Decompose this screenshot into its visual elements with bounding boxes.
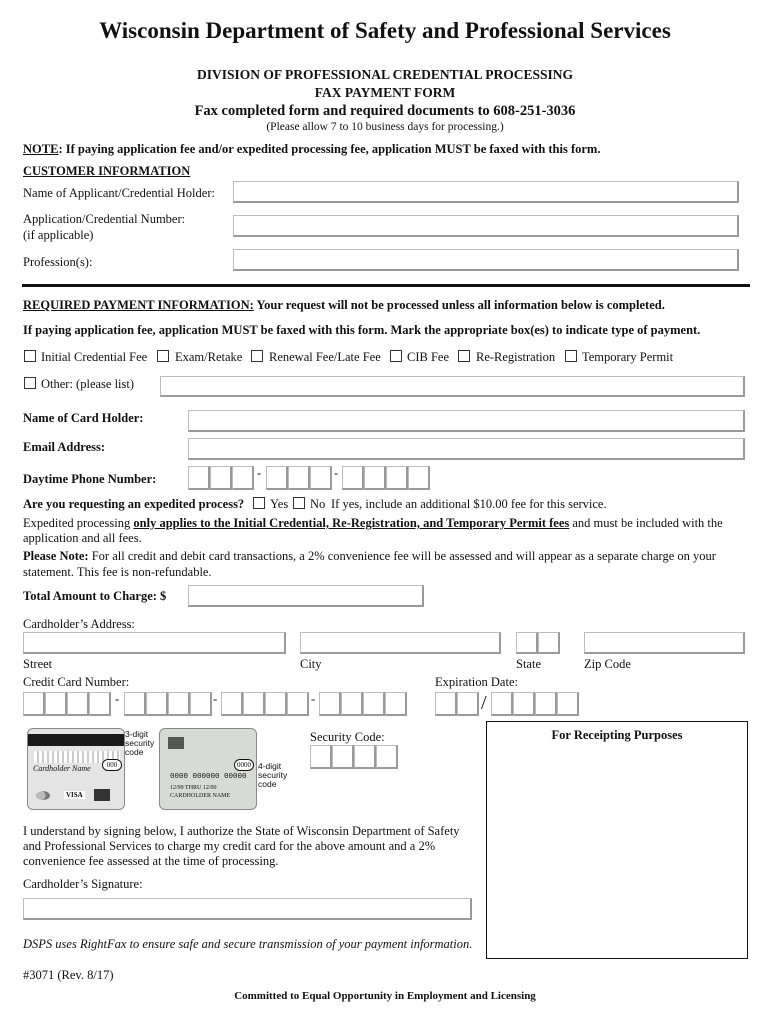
three-digit-note-line: code <box>125 747 144 757</box>
applicant-name-label: Name of Applicant/Credential Holder: <box>23 186 215 200</box>
security-digit[interactable] <box>310 745 332 769</box>
page-title: Wisconsin Department of Safety and Professional Services <box>99 18 671 43</box>
card-digit[interactable] <box>341 692 363 716</box>
authorization-line: and Professional Services to charge my credit card for the above amount and a 2% <box>23 839 436 853</box>
city-label: City <box>300 657 322 671</box>
fax-instruction: Fax completed form and required documents to 608-251-3036 <box>194 103 576 119</box>
security-digit[interactable] <box>354 745 376 769</box>
expedited-no-label: No <box>310 497 326 511</box>
form-number: #3071 (Rev. 8/17) <box>23 968 114 982</box>
street-label: Street <box>23 657 53 671</box>
card-digit[interactable] <box>243 692 265 716</box>
security-digit[interactable] <box>332 745 354 769</box>
card-front-dates: 12/99 THRU 12/00 <box>170 785 217 791</box>
street-field[interactable] <box>23 632 286 654</box>
initial-credential-checkbox[interactable] <box>24 350 36 362</box>
signature-label: Cardholder’s Signature: <box>23 877 143 891</box>
card-digit[interactable] <box>190 692 212 716</box>
profession-label: Profession(s): <box>23 255 93 269</box>
phone-digit[interactable] <box>386 466 408 490</box>
other-checkbox[interactable] <box>24 377 36 389</box>
card-digit[interactable] <box>287 692 309 716</box>
expedited-text-line <box>23 516 723 531</box>
phone-digit[interactable] <box>210 466 232 490</box>
exam-retake-checkbox[interactable] <box>157 350 169 362</box>
card-digit[interactable] <box>67 692 89 716</box>
expiration-digit[interactable] <box>491 692 513 716</box>
expedited-text-emphasis: only applies to the Initial Credential, Re-Registration, and Temporary Permit fees <box>133 516 570 530</box>
credential-number-label: Application/Credential Number: <box>23 212 186 226</box>
four-digit-note <box>258 762 287 789</box>
card-digit[interactable] <box>146 692 168 716</box>
card-digit[interactable] <box>363 692 385 716</box>
expedited-question: Are you requesting an expedited process? <box>23 497 245 511</box>
card-digit[interactable] <box>23 692 45 716</box>
email-label: Email Address: <box>23 440 106 454</box>
authorization-line: I understand by signing below, I authorize the State of Wisconsin Department of Safety <box>23 824 460 838</box>
expiration-digit[interactable] <box>535 692 557 716</box>
please-note-label: Please Note: <box>23 549 89 563</box>
phone-label: Daytime Phone Number: <box>23 472 157 486</box>
card-digit[interactable] <box>319 692 341 716</box>
card-brand-logo <box>94 789 110 801</box>
please-note-line <box>23 549 716 564</box>
four-digit-note-line: code <box>258 779 277 789</box>
phone-digit[interactable] <box>408 466 430 490</box>
phone-digit[interactable] <box>232 466 254 490</box>
form-name: FAX PAYMENT FORM <box>314 85 456 100</box>
card-digit[interactable] <box>385 692 407 716</box>
expedited-fee-note: If yes, include an additional $10.00 fee for this service. <box>331 497 607 511</box>
footer-slogan: Committed to Equal Opportunity in Employment and Licensing <box>234 990 536 1002</box>
receipting-box <box>486 721 748 959</box>
reregistration-label: Re-Registration <box>476 350 556 364</box>
security-code-label: Security Code: <box>310 730 385 744</box>
expiration-slash: / <box>481 692 487 714</box>
expiration-label: Expiration Date: <box>435 675 518 689</box>
mastercard-logo <box>36 791 50 800</box>
temporary-permit-checkbox[interactable] <box>565 350 577 362</box>
state-char[interactable] <box>538 632 560 654</box>
card-dash: - <box>115 692 120 706</box>
card-digit[interactable] <box>265 692 287 716</box>
expedited-text-end: and must be included with the <box>569 516 723 530</box>
phone-digit[interactable] <box>342 466 364 490</box>
card-chip <box>168 737 184 749</box>
total-amount-field[interactable] <box>188 585 424 607</box>
card-holder-label: Name of Card Holder: <box>23 411 144 425</box>
rightfax-note: DSPS uses RightFax to ensure safe and secure transmission of your payment information. <box>23 937 473 951</box>
expedited-no-checkbox[interactable] <box>293 497 305 509</box>
section-divider <box>22 284 750 287</box>
three-digit-note <box>125 730 154 757</box>
magnetic-stripe <box>28 734 125 746</box>
card-front-holder: CARDHOLDER NAME <box>170 793 231 799</box>
credential-number-field[interactable] <box>233 215 739 237</box>
temporary-permit-label: Temporary Permit <box>582 350 674 364</box>
phone-digit[interactable] <box>188 466 210 490</box>
card-back-illustration <box>27 728 125 810</box>
reregistration-checkbox[interactable] <box>458 350 470 362</box>
zip-label: Zip Code <box>584 657 631 671</box>
payment-heading: REQUIRED PAYMENT INFORMATION: <box>23 298 254 312</box>
three-digit-note-line: 3-digit <box>125 729 149 739</box>
total-amount-label: Total Amount to Charge: $ <box>23 589 167 603</box>
card-digit[interactable] <box>221 692 243 716</box>
exam-retake-label: Exam/Retake <box>175 350 243 364</box>
authorization-line: convenience fee assessed at the time of processing. <box>23 854 279 868</box>
note-label: NOTE <box>23 142 59 156</box>
cib-fee-checkbox[interactable] <box>390 350 402 362</box>
division-heading: DIVISION OF PROFESSIONAL CREDENTIAL PROCESSING <box>196 67 574 82</box>
initial-credential-label: Initial Credential Fee <box>41 350 148 364</box>
expedited-text-start: Expedited processing <box>23 516 134 530</box>
card-dash: - <box>213 692 218 706</box>
expiration-digit[interactable] <box>557 692 579 716</box>
four-digit-note-line: security <box>258 770 288 780</box>
other-field[interactable] <box>160 376 745 397</box>
security-digit[interactable] <box>376 745 398 769</box>
card-digit[interactable] <box>45 692 67 716</box>
state-char[interactable] <box>516 632 538 654</box>
state-label: State <box>516 657 541 671</box>
card-front-code: 0000 <box>234 759 254 771</box>
card-holder-field[interactable] <box>188 410 745 432</box>
card-digit[interactable] <box>168 692 190 716</box>
payment-instruction: If paying application fee, application MUST be faxed with this form. Mark the appropriate box(es) to indicate type of payment. <box>23 323 701 337</box>
visa-logo: VISA <box>66 791 83 799</box>
three-digit-note-line: security <box>125 738 155 748</box>
phone-digit[interactable] <box>364 466 386 490</box>
note-line <box>23 142 600 157</box>
profession-field[interactable] <box>233 249 739 271</box>
customer-heading: CUSTOMER INFORMATION <box>23 164 191 178</box>
zip-field[interactable] <box>584 632 745 654</box>
email-field[interactable] <box>188 438 745 460</box>
renewal-label: Renewal Fee/Late Fee <box>269 350 381 364</box>
city-field[interactable] <box>300 632 501 654</box>
expedited-yes-label: Yes <box>270 497 289 511</box>
applicant-name-field[interactable] <box>233 181 739 203</box>
card-front-number: 0000 000000 00000 <box>170 773 247 781</box>
payment-heading-line <box>23 298 665 313</box>
note-text: : If paying application fee and/or expedited processing fee, application MUST be faxed with this form. <box>58 142 601 156</box>
phone-digit[interactable] <box>288 466 310 490</box>
receipting-label: For Receipting Purposes <box>551 728 683 742</box>
phone-dash: - <box>334 466 339 480</box>
processing-note: (Please allow 7 to 10 business days for processing.) <box>266 121 504 133</box>
card-dash: - <box>311 692 316 706</box>
please-note-continued: statement. This fee is non-refundable. <box>23 565 212 579</box>
signature-field[interactable] <box>23 898 472 920</box>
please-note-text: For all credit and debit card transactions, a 2% convenience fee will be assessed and will appear as a separate charge on your <box>88 549 716 563</box>
card-digit[interactable] <box>89 692 111 716</box>
other-label: Other: (please list) <box>41 377 135 391</box>
four-digit-note-line: 4-digit <box>258 761 282 771</box>
expedited-yes-checkbox[interactable] <box>253 497 265 509</box>
payment-heading-rest: Your request will not be processed unless all information below is completed. <box>253 298 665 312</box>
phone-digit[interactable] <box>310 466 332 490</box>
expedited-text-continued: application and all fees. <box>23 531 142 545</box>
expiration-digit[interactable] <box>513 692 535 716</box>
address-label: Cardholder’s Address: <box>23 617 135 631</box>
card-back-code: 000 <box>102 759 122 771</box>
phone-digit[interactable] <box>266 466 288 490</box>
phone-dash: - <box>257 466 262 480</box>
expiration-digit[interactable] <box>457 692 479 716</box>
expiration-digit[interactable] <box>435 692 457 716</box>
card-front-illustration <box>159 728 257 810</box>
credential-number-sublabel: (if applicable) <box>23 228 94 242</box>
card-back-name: Cardholder Name <box>33 764 91 773</box>
cib-fee-label: CIB Fee <box>407 350 450 364</box>
card-number-label: Credit Card Number: <box>23 675 130 689</box>
card-digit[interactable] <box>124 692 146 716</box>
renewal-checkbox[interactable] <box>251 350 263 362</box>
